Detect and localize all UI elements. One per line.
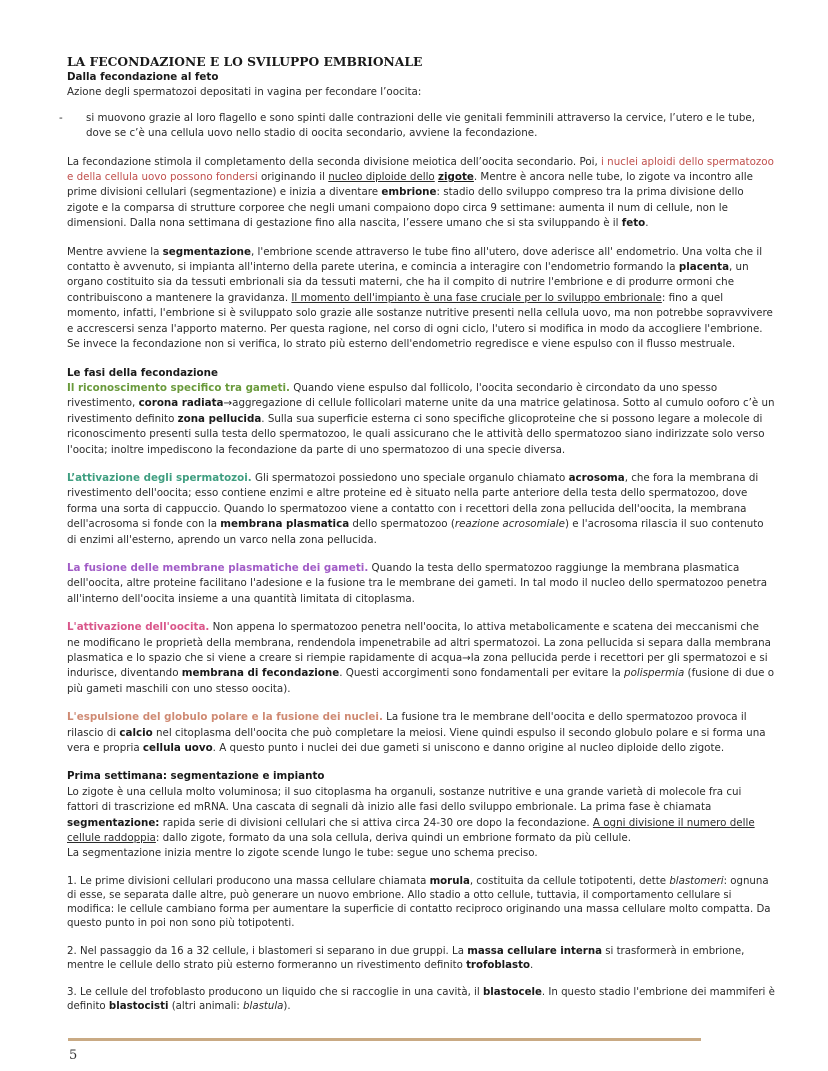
text-run: 2. Nel passaggio da 16 a 32 cellule, i blastomeri si separano in due gruppi. La — [67, 945, 468, 957]
styled-text: placenta — [678, 261, 730, 274]
text-run: : ognuna di esse, se separata dalle altre, può generare un nuovo embrione. Allo stadio a otto cellule, tuttavia, il comportamento cellulare si modifica: le cellule cambiano forma per aumentare la superficie di contatto reciproco originando una massa cellulare molto compatta. Da questo punto in poi non sono più totipotenti. — [67, 875, 771, 930]
text-run: si trasformerà in embrione, mentre le cellule dello strato più esterno formeranno un rivestimento definito — [67, 945, 745, 971]
styled-text: trofoblasto — [466, 959, 530, 971]
section-heading: Prima settimana: segmentazione e impianto — [67, 770, 325, 783]
text-run: Azione degli spermatozoi depositati in vagina per fecondare l’oocita: — [67, 86, 422, 99]
text-run: . Sulla sua superficie esterna ci sono specifiche glicoproteine che si possono legare a molecole di riconoscimento presenti sulla testa dello spermatozoo, le quali assicurano che le attività dello spermatozoo siano indirizzate solo verso l'oocita; inoltre impediscono la fecondazione da parte di uno spermatozoo di una specie diversa. — [67, 412, 765, 456]
text-run: Mentre avviene la — [67, 245, 163, 258]
styled-text: blastocele — [482, 987, 542, 999]
styled-text: membrana di fecondazione — [181, 667, 340, 680]
styled-text: L'espulsione del globulo polare e la fusione dei nuclei. — [67, 711, 383, 724]
text-run: Non appena lo spermatozoo penetra nell'oocita, lo attiva metabolicamente e scatena dei meccanismi che ne modificano le proprietà della membrana, rendendola impenetrabile ad altri spermatozoi. La zona pellucida si separa dalla membrana plasmatica e lo spazio che si viene a creare si riempie rapidamente di acqua→la zona pellucida perde i recettori per gli spermatozoi e si indurisce, diventando — [67, 621, 771, 680]
styled-text: i nuclei aploidi dello spermatozoo e della cellula uovo possono fondersi — [67, 155, 774, 184]
paragraph — [67, 710, 775, 756]
text-run: . In questo stadio l'embrione dei mammiferi è definito — [67, 987, 775, 1013]
styled-text: blastocisti — [108, 1001, 169, 1013]
section-heading: Dalla fecondazione al feto — [67, 71, 219, 83]
styled-text: membrana plasmatica — [220, 518, 350, 531]
text-run: La fusione tra le membrane dell'oocita e dello spermatozoo provoca il rilascio di — [67, 711, 747, 739]
text-run: →aggregazione di cellule follicolari materne unite da una matrice gelatinosa. Sotto al cumulo ooforo c’è un rivestimento definito — [67, 397, 775, 425]
paragraph — [67, 620, 775, 697]
text-run: dello spermatozoo ( — [349, 518, 455, 531]
styled-text: L’attivazione degli spermatozoi. — [67, 471, 252, 484]
text-run: . Questi accorgimenti sono fondamentali per evitare la — [339, 667, 625, 680]
text-run: 3. Le cellule del trofoblasto producono un liquido che si raccoglie in una cavità, il — [67, 987, 483, 999]
text-run: originando il — [257, 171, 329, 184]
styled-text: massa cellulare interna — [467, 945, 602, 957]
styled-text: acrosoma — [568, 471, 625, 484]
styled-text: feto — [621, 217, 646, 230]
text-run: Quando viene espulso dal follicolo, l'oocita secondario è circondato da uno spesso rivestimento, — [67, 381, 718, 410]
styled-text: segmentazione: — [67, 816, 160, 829]
paragraph — [67, 245, 775, 353]
text-run: , un organo costituito sia da tessuti embrionali sia da tessuti materni, che ha il compito di nutrire l'embrione e di produrre ormoni che contribuiscono a mantenere la gravidanza. — [67, 261, 749, 304]
text-run: ). — [283, 1001, 291, 1013]
styled-text: blastula — [243, 1001, 284, 1013]
text-run: ) e l'acrosoma rilascia il suo contenuto di enzimi all'esterno, aprendo un varco nella zona pellucida. — [67, 518, 764, 546]
styled-text: Il momento dell'impianto è una fase cruciale per lo sviluppo embrionale — [291, 291, 662, 304]
paragraph — [67, 785, 775, 847]
sections-container — [59, 70, 775, 1015]
text-run: : fino a quel momento, infatti, l'embrione si è sviluppato solo grazie alle sostanze nutritive presenti nella cellula uovo, ma non potrebbe sopravvivere e accrescersi senza l'apporto materno. Per questa ragione, nel corso di ogni ciclo, l'utero si modifica in modo da accogliere l'embrione. Se invece la fecondazione non si verifica, lo strato più esterno dell'endometrio regredisce e viene espulso con il flusso mestruale. — [67, 291, 773, 351]
text-run: : dallo zigote, formato da una sola cellula, deriva quindi un embrione formato da più cellule. — [155, 832, 631, 845]
text-run: si muovono grazie al loro flagello e sono spinti dalle contrazioni delle vie genitali femminili attraverso la cervice, l’utero e le tube, dove se c’è una cellula uovo nello stadio di oocita secondario, avviene la fecondazione. — [86, 111, 755, 140]
text-run: . Mentre è ancora nelle tube, lo zigote va incontro alle prime divisioni cellulari (segmentazione) e inizia a diventare — [67, 171, 753, 199]
numbered-paragraph — [67, 986, 775, 1014]
paragraph — [67, 381, 775, 458]
styled-text: reazione acrosomiale — [454, 518, 566, 531]
text-run: La fecondazione stimola il completamento della seconda divisione meiotica dell’oocita secondario. Poi, — [67, 155, 602, 168]
styled-text: calcio — [119, 726, 153, 739]
text-run: Quando la testa dello spermatozoo raggiunge la membrana plasmatica dell'oocita, altre proteine facilitano l'adesione e la fusione tra le membrane dei gameti. In tal modo il nucleo dello spermatozoo penetra all'interno dell'oocita insieme a una quantità limitata di citoplasma. — [67, 561, 768, 605]
page-title: LA FECONDAZIONE E LO SVILUPPO EMBRIONALE — [67, 54, 423, 69]
styled-text: zona pellucida — [177, 412, 262, 425]
paragraph — [67, 846, 775, 861]
paragraph — [67, 471, 775, 548]
numbered-paragraph — [67, 875, 775, 932]
styled-text: blastomeri — [669, 875, 724, 887]
text-run: Lo zigote è una cellula molto voluminosa; il suo citoplasma ha organuli, sostanze nutritive e una grande varietà di molecole fra cui fattori di trascrizione ed mRNA. Una cascata di segnali dà inizio alle fasi dello sviluppo embrionale. La prima fase è chiamata — [67, 785, 742, 814]
styled-text: cellula uovo — [142, 742, 213, 755]
bullet-item — [59, 111, 775, 142]
styled-text: embrione — [381, 186, 437, 199]
page-content — [59, 51, 775, 1015]
text-run: , l'embrione scende attraverso le tube fino all'utero, dove aderisce all' endometrio. Una volta che il contatto è avvenuto, si impianta all'interno della parete uterina, e comincia a interagire con l'endometrio formando la — [67, 245, 763, 274]
text-run: , costituita da cellule totipotenti, dette — [469, 875, 670, 887]
paragraph — [67, 85, 775, 100]
text-run: (altri animali: — [168, 1001, 244, 1013]
page-number: 5 — [69, 1048, 78, 1063]
paragraph — [67, 561, 775, 607]
text-run: . — [529, 959, 534, 971]
text-run: , che fora la membrana di rivestimento dell'oocita; esso contiene enzimi e altre proteine ed è situato nella parte anteriore della testa dello spermatozoo, dove forma una sorta di cappuccio. Quando lo spermatozoo viene a contatto con i recettori della zona pellucida dell'oocita, la membrana dell'acrosoma si fonde con la — [67, 471, 759, 531]
text-run: Gli spermatozoi possiedono uno speciale organulo chiamato — [251, 471, 569, 484]
section-heading: Le fasi della fecondazione — [67, 366, 218, 379]
styled-text: segmentazione — [162, 245, 251, 258]
styled-text: polispermia — [624, 667, 685, 680]
text-run: nel citoplasma dell'oocita che può completare la meiosi. Viene quindi espulso il secondo globulo polare e si forma una vera e propria — [67, 726, 766, 755]
styled-text: A ogni divisione il numero delle cellule raddoppia — [67, 816, 755, 845]
styled-text: La fusione delle membrane plasmatiche dei gameti. — [67, 561, 369, 574]
paragraph — [67, 155, 775, 232]
text-run: 1. Le prime divisioni cellulari producono una massa cellulare chiamata — [67, 875, 430, 887]
numbered-paragraph — [67, 945, 775, 973]
text-run: (fusione di due o più gameti maschili con uno stesso oocita). — [67, 667, 775, 695]
styled-text: zigote — [438, 171, 474, 184]
text-run: . A questo punto i nuclei dei due gameti si uniscono e danno origine al nucleo diploide dello zigote. — [212, 742, 725, 755]
styled-text: morula — [429, 875, 470, 887]
text-run: rapida serie di divisioni cellulari che si attiva circa 24-30 ore dopo la fecondazione. — [159, 816, 593, 829]
styled-text: L'attivazione dell'oocita. — [67, 621, 210, 634]
styled-text: Il riconoscimento specifico tra gameti. — [67, 381, 290, 394]
text-run: . — [645, 217, 649, 230]
footer-rule — [68, 1038, 701, 1041]
bullet-marker: - — [59, 111, 63, 124]
text-run: La segmentazione inizia mentre lo zigote scende lungo le tube: segue uno schema preciso. — [67, 847, 538, 860]
text-run: : stadio dello sviluppo compreso tra la prima divisione dello zigote e la comparsa di strutture corporee che negli umani compaiono dopo circa 9 settimane: aumenta il num di cellule, non le dimensioni. Dalla nona settimana di gestazione fino alla nascita, l’essere umano che si sta sviluppando è il — [67, 186, 744, 230]
styled-text: nucleo diploide dello — [328, 171, 435, 184]
styled-text: corona radiata — [138, 397, 224, 410]
